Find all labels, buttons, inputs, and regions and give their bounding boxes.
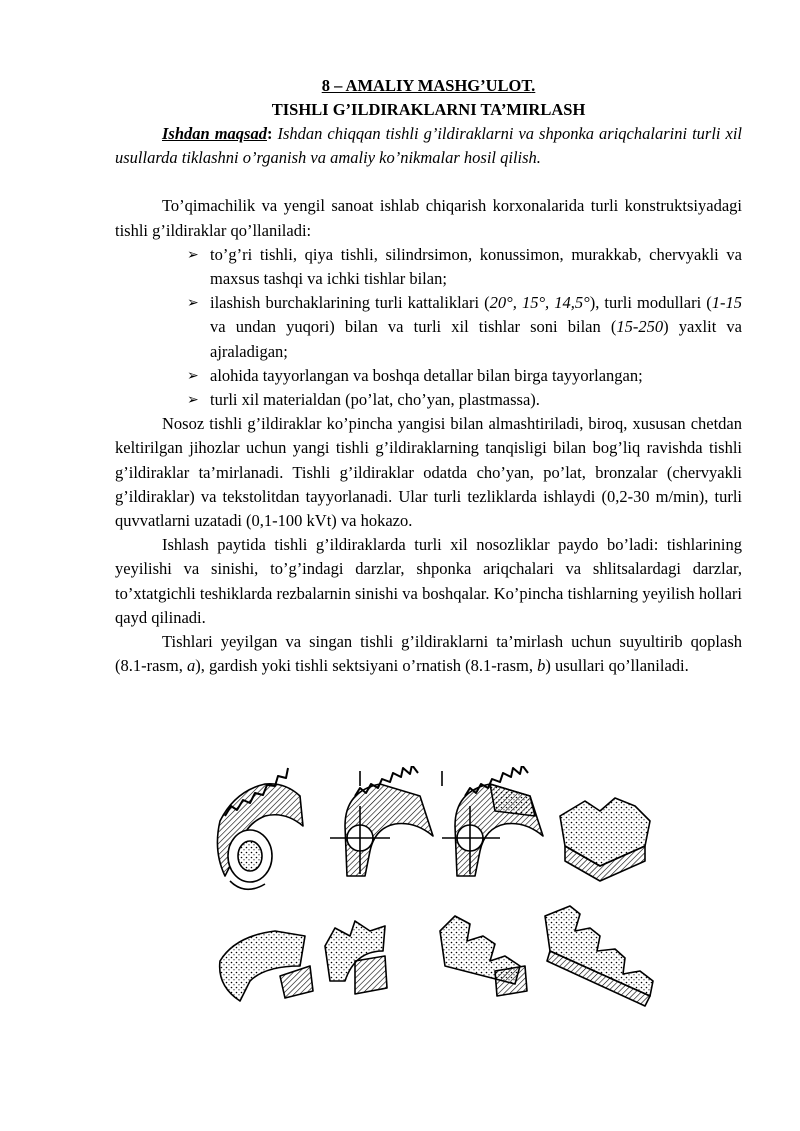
gear-sector-insert-drawing	[442, 766, 543, 876]
aim-text: Ishdan chiqqan tishli g’ildiraklarni va shponka ariqchalarini turli xil usullarda tiklashni o’rganish va amaliy ko’nikmalar hosil qilish.	[115, 124, 742, 168]
list-item: ➢ to’g’ri tishli, qiya tishli, silindrsimon, konussimon, murakkab, chervyakli va maxsus tashqi va ichki tishlar bilan;	[187, 244, 742, 289]
list-item: ➢ turli xil materialdan (po’lat, cho’yan, plastmassa).	[187, 388, 742, 412]
built-up-teeth-drawing	[440, 916, 527, 996]
document-page	[115, 74, 742, 678]
paragraph-repair-methods: Tishlari yeyilgan va singan tishli g’ildiraklarni ta’mirlash uchun suyultirib qoplash (8.1-rasm, a), gardish yoki tishli sektsiyani o’rnatish (8.1-rasm, b) usullari qo’llaniladi.	[115, 632, 742, 676]
page-subtitle: TISHLI G’ILDIRAKLARNI TA’MIRLASH	[271, 100, 586, 119]
page-title: 8 – AMALIY MASHG’ULOT.	[321, 76, 536, 95]
gear-types-list	[115, 243, 742, 412]
list-item: ➢ alohida tayyorlangan va boshqa detallar bilan birga tayyorlangan;	[187, 364, 742, 388]
paragraph-replacement: Nosoz tishli g’ildiraklar ko’pincha yangisi bilan almashtiriladi, biroq, xususan chetdan keltirilgan jihozlar uchun yangi tishli g’ildiraklarning tanqisligi bilan bog’liq ravishda tishli g’ildiraklar ta’mirlanadi. Tishli g’ildiraklar odatda cho’yan, po’lat, bronzalar (chervyakli g’ildiraklar) va tekstolitdan tayyorlanadi. Ular turli tezliklarda ishlaydi (0,2-30 m/min), turli quvvatlarni uzatadi (0,1-100 kVt) va hokazo.	[115, 414, 742, 531]
welded-teeth-drawing	[325, 921, 387, 994]
list-item: ➢ ilashish burchaklarining turli kattaliklari (20°, 15°, 14,5°), turli modullari (1-15 va undan yuqori) bilan va turli xil tishlar soni bilan (15-250) yaxlit va ajraladigan;	[187, 293, 742, 361]
gear-repair-drawings	[205, 766, 675, 1011]
aim-label: Ishdan maqsad	[162, 124, 267, 143]
arrow-bullet-icon: ➢	[187, 392, 199, 409]
aim-paragraph	[115, 122, 742, 170]
figure-gear-repair	[205, 766, 675, 1011]
aim-colon: :	[266, 124, 273, 143]
arrow-bullet-icon: ➢	[187, 246, 199, 263]
paragraph-faults: Ishlash paytida tishli g’ildiraklarda turli xil nosozliklar paydo bo’ladi: tishlarining yeyilishi va sinishi, to’g’indagi darzlar, shponka ariqchalari va shlitsalardagi darzlar, to’xtatgichli teshiklarda rezbalarnin sinishi va boshqalar. Ko’pincha tishlarning yeyilish hollari qayd qilinadi.	[115, 535, 742, 627]
inserted-teeth-drawing	[545, 906, 653, 1006]
rim-piece-drawing	[220, 931, 313, 1001]
title-period: .	[531, 76, 536, 95]
deposited-teeth-drawing	[560, 798, 650, 881]
arrow-bullet-icon: ➢	[187, 295, 199, 312]
gear-sector-hub-drawing	[217, 768, 303, 889]
arrow-bullet-icon: ➢	[187, 367, 199, 384]
gear-sector-center-drawing	[330, 766, 433, 876]
intro-paragraph: To’qimachilik va yengil sanoat ishlab chiqarish korxonalarida turli konstruktsiyadagi tishli g’ildiraklar qo’llaniladi:	[115, 196, 742, 240]
blank-line	[115, 170, 742, 194]
